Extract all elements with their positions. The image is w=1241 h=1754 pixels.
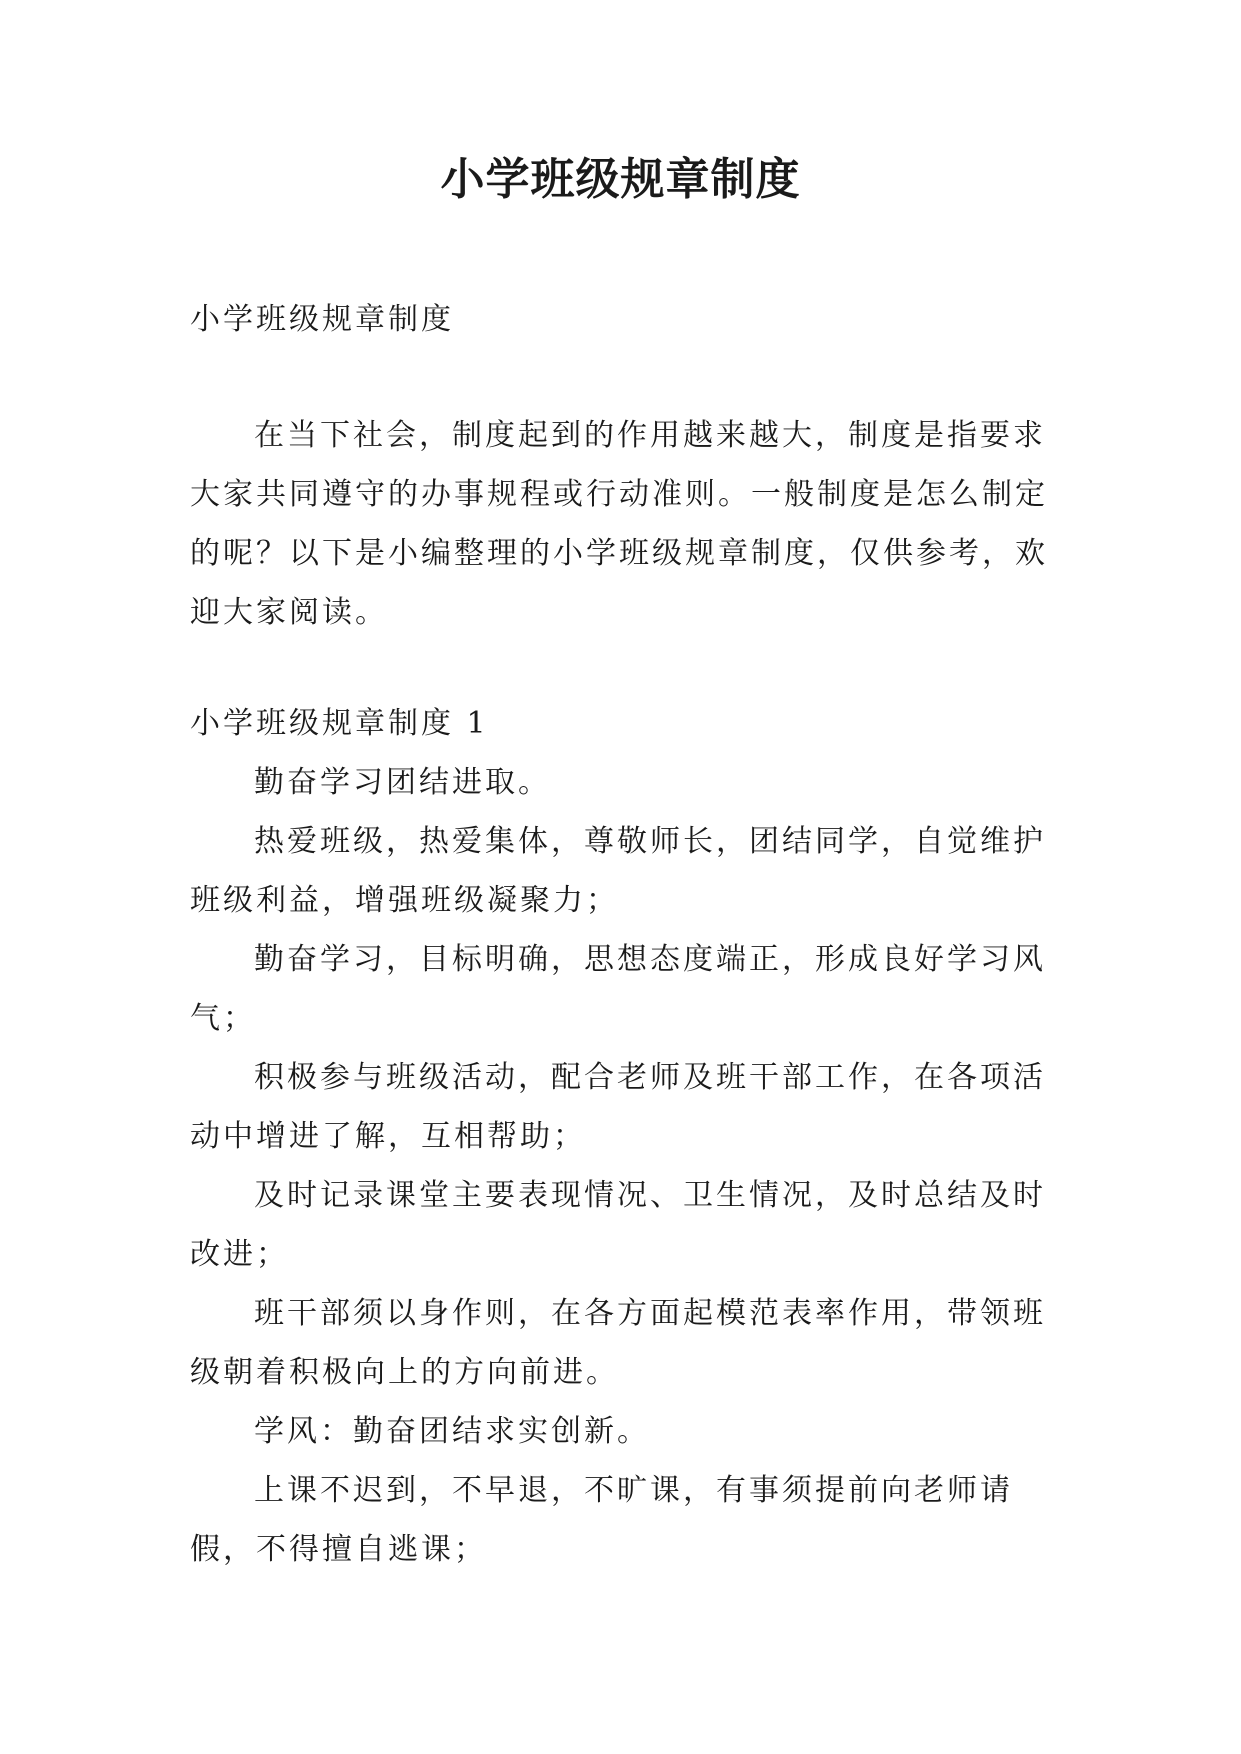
paragraph: 班干部须以身作则，在各方面起模范表率作用，带领班级朝着积极向上的方向前进。 <box>190 1296 1046 1390</box>
paragraph: 勤奋学习，目标明确，思想态度端正，形成良好学习风气； <box>190 942 1046 1036</box>
section-heading: 小学班级规章制度 1 <box>190 706 489 741</box>
document-title: 小学班级规章制度 <box>440 154 801 205</box>
paragraph: 及时记录课堂主要表现情况、卫生情况，及时总结及时改进； <box>190 1178 1046 1272</box>
paragraph: 上课不迟到，不早退，不旷课，有事须提前向老师请假，不得擅自逃课； <box>190 1473 1013 1567</box>
paragraph: 积极参与班级活动，配合老师及班干部工作，在各项活动中增进了解，互相帮助； <box>190 1060 1046 1154</box>
paragraph: 学风：勤奋团结求实创新。 <box>254 1414 650 1449</box>
intro-paragraph: 在当下社会，制度起到的作用越来越大，制度是指要求大家共同遵守的办事规程或行动准则。一般制度是怎么制定的呢？以下是小编整理的小学班级规章制度，仅供参考，欢迎大家阅读。 <box>190 418 1048 630</box>
paragraph: 勤奋学习团结进取。 <box>254 765 551 800</box>
document-subtitle: 小学班级规章制度 <box>190 302 454 337</box>
document-body <box>190 290 1055 1579</box>
paragraph: 热爱班级，热爱集体，尊敬师长，团结同学，自觉维护班级利益，增强班级凝聚力； <box>190 824 1046 918</box>
